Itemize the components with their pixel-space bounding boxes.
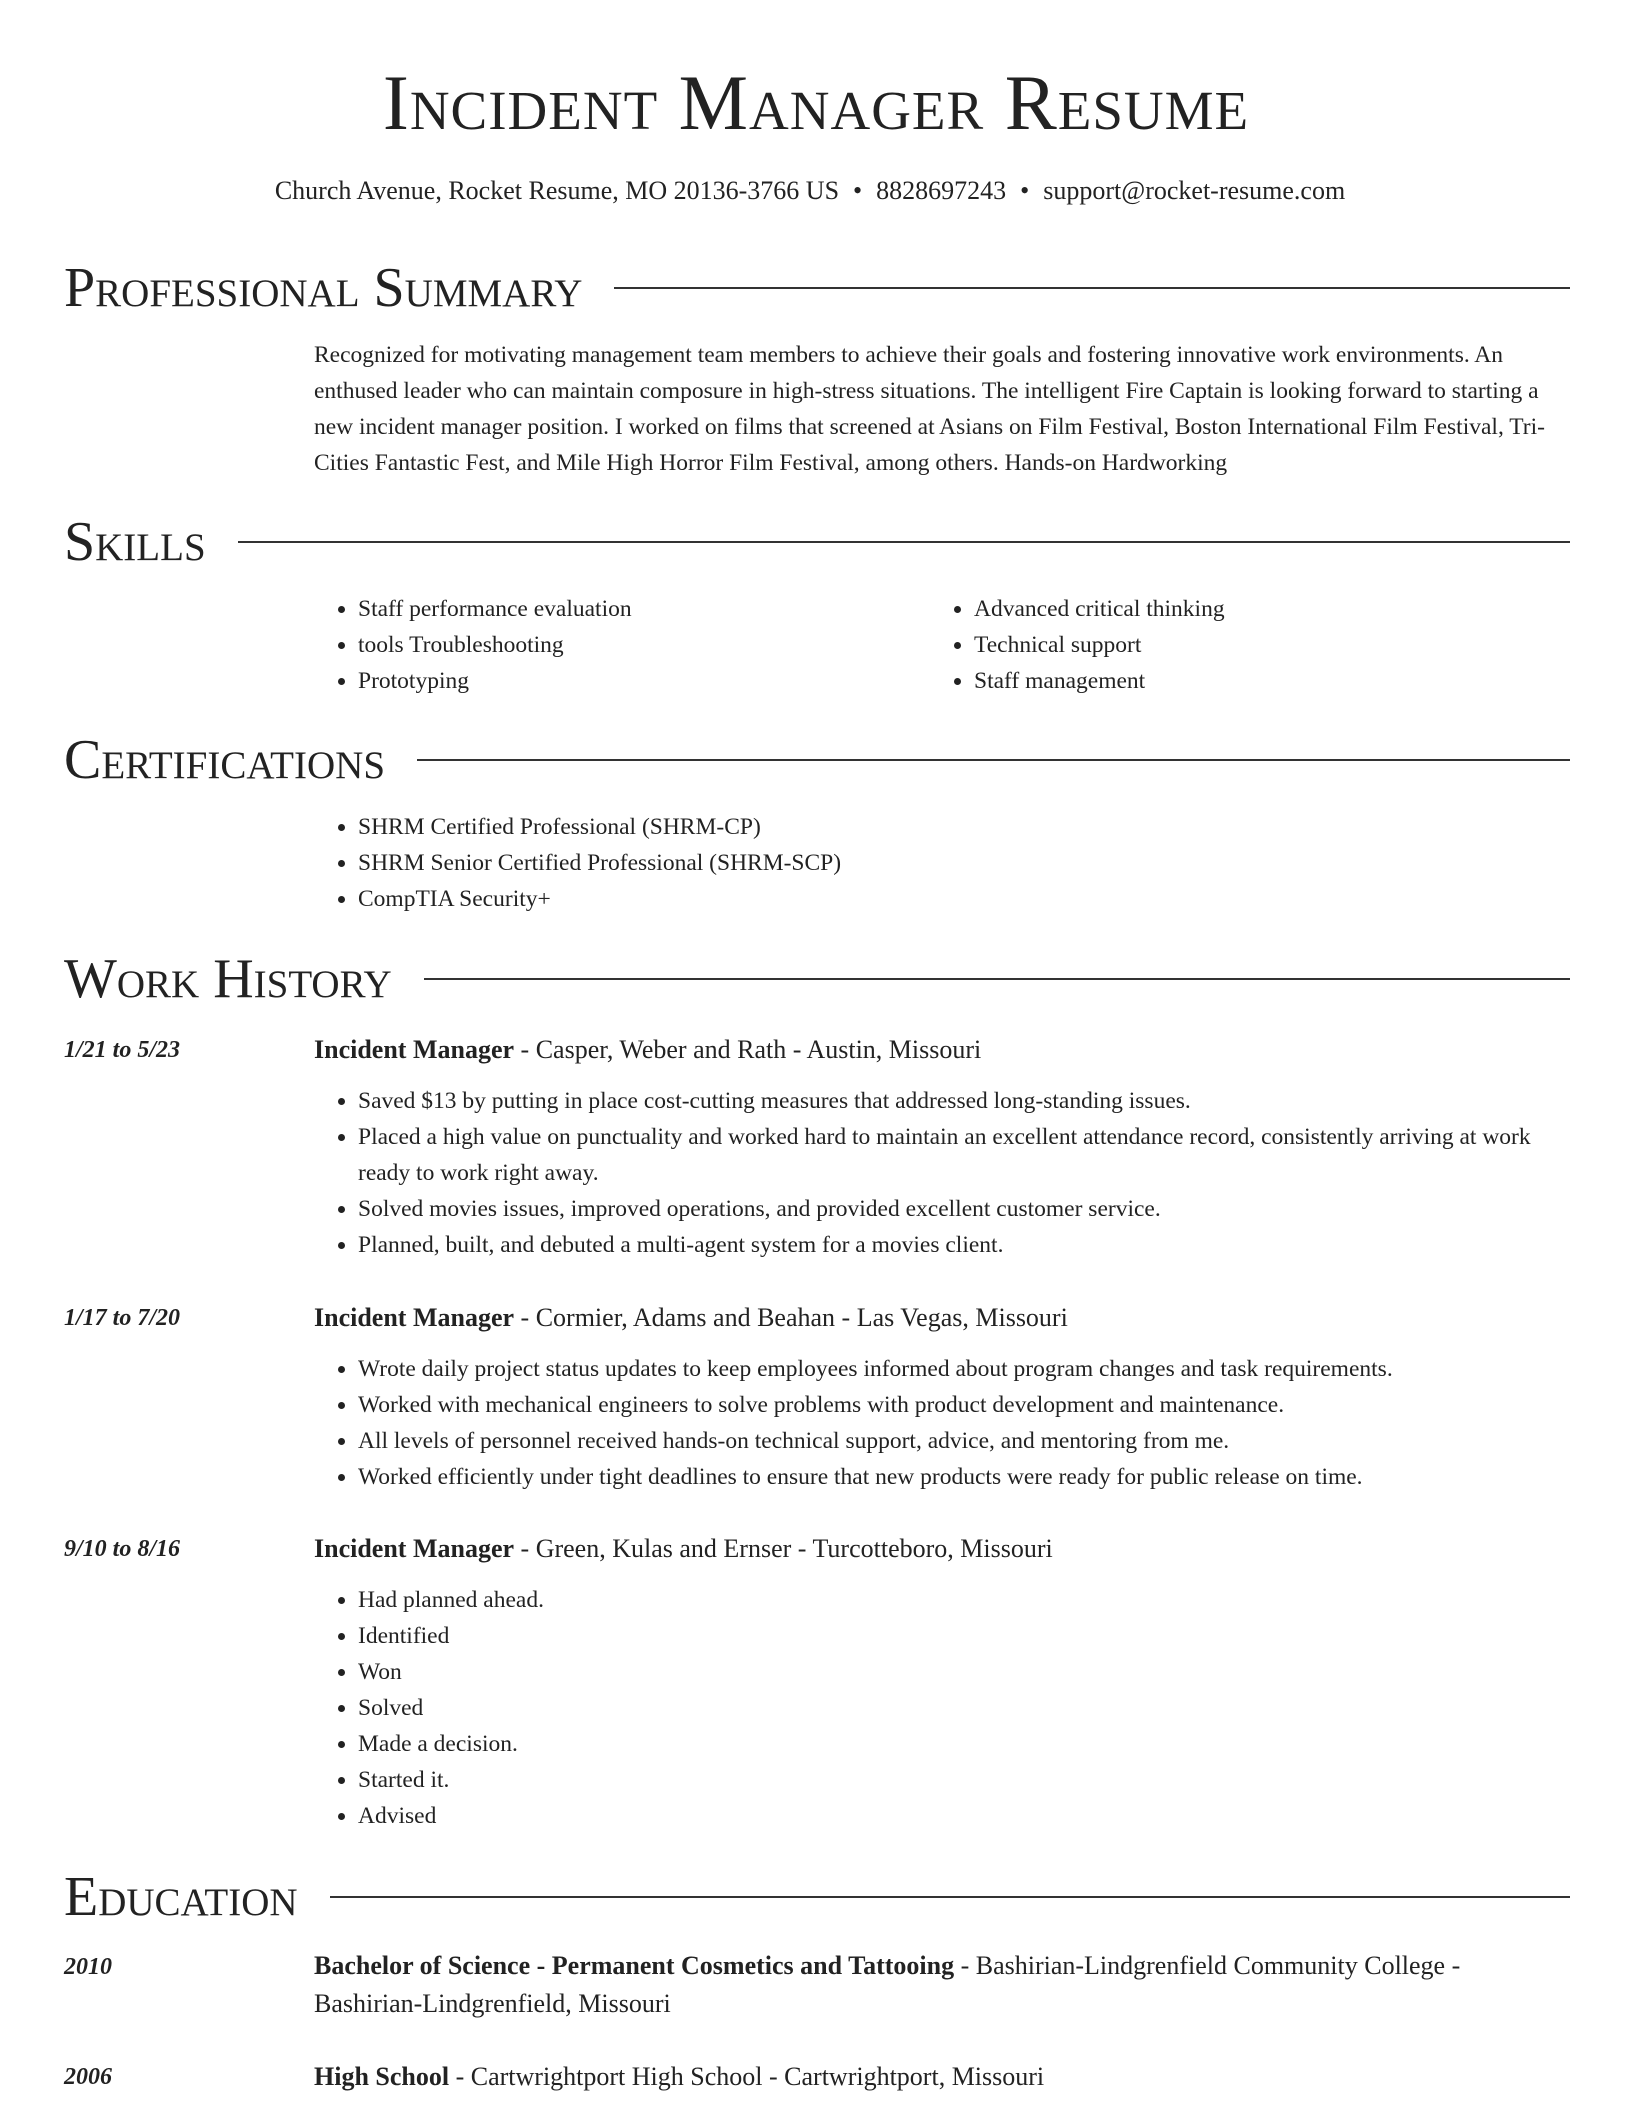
skill-item: • Staff performance evaluation <box>358 591 930 627</box>
skills-column-right <box>930 591 1546 699</box>
certifications-heading: Certifications <box>64 729 386 791</box>
skill-item: • Staff management <box>974 663 1546 699</box>
contact-phone: 8828697243 <box>876 176 1007 205</box>
job-title: Incident Manager <box>314 1035 515 1064</box>
contact-separator: • <box>1020 176 1030 205</box>
job-title: Incident Manager <box>314 1303 515 1332</box>
skills-column-left <box>314 591 930 699</box>
job-bullet: • Made a decision. <box>358 1726 1564 1762</box>
work-heading: Work History <box>64 948 392 1010</box>
job-bullet: • Solved <box>358 1690 1564 1726</box>
skill-item: • Prototyping <box>358 663 930 699</box>
skill-item: • Technical support <box>974 627 1546 663</box>
job-bullet: • Saved $13 by putting in place cost-cutting measures that addressed long-standing issues. <box>358 1083 1564 1119</box>
skills-section-header <box>64 510 1570 574</box>
certification-item: • CompTIA Security+ <box>358 881 1564 917</box>
job-dates: 1/17 to 7/20 <box>64 1305 181 1331</box>
certification-item: • SHRM Certified Professional (SHRM-CP) <box>358 809 1564 845</box>
education-degree: Bachelor of Science - Permanent Cosmetics and Tattooing <box>314 1951 955 1980</box>
skills-heading: Skills <box>64 511 206 573</box>
education-school: - Bashirian-Lindgrenfield Community College - Bashirian-Lindgrenfield, Missouri <box>314 1951 1461 2018</box>
certifications-list <box>314 809 1564 917</box>
job-bullet: • Won <box>358 1654 1564 1690</box>
section-divider <box>417 759 1570 761</box>
skill-item: • Advanced critical thinking <box>974 591 1546 627</box>
education-heading: Education <box>64 1866 298 1928</box>
summary-block <box>314 337 1564 481</box>
education-entry <box>314 1947 1564 2023</box>
job-bullet: • Advised <box>358 1798 1564 1834</box>
job-bullet: • Placed a high value on punctuality and worked hard to maintain an excellent attendance record, consistently arriving at work ready to work right away. <box>358 1119 1564 1191</box>
job-bullet: • Identified <box>358 1618 1564 1654</box>
job-dates: 9/10 to 8/16 <box>64 1536 181 1562</box>
section-divider <box>614 287 1570 289</box>
summary-text: Recognized for motivating management team members to achieve their goals and fostering innovative work environments. An enthused leader who can maintain composure in high-stress situations. The intelligent Fire Captain is looking forward to starting a new incident manager position. I worked on films that screened at Asians on Film Festival, Boston International Film Festival, Tri-Cities Fantastic Fest, and Mile High Horror Film Festival, among others. Hands-on Hardworking <box>314 342 1545 476</box>
job-bullets <box>314 1582 1564 1834</box>
education-degree: High School <box>314 2062 450 2091</box>
job-employer: - Green, Kulas and Ernser - Turcotteboro, Missouri <box>514 1534 1053 1563</box>
job-heading <box>314 1031 1564 1069</box>
job-bullet: • Solved movies issues, improved operations, and provided excellent customer service. <box>358 1191 1564 1227</box>
summary-heading: Professional Summary <box>64 257 583 319</box>
job-dates: 1/21 to 5/23 <box>64 1037 181 1063</box>
section-divider <box>424 978 1570 980</box>
job-bullet: • Worked efficiently under tight deadlines to ensure that new products were ready for public release on time. <box>358 1459 1564 1495</box>
contact-separator: • <box>853 176 863 205</box>
job-employer: - Cormier, Adams and Beahan - Las Vegas, Missouri <box>514 1303 1068 1332</box>
education-year: 2010 <box>64 1954 112 1980</box>
job-heading <box>314 1299 1564 1337</box>
job-bullet: • Started it. <box>358 1762 1564 1798</box>
education-year: 2006 <box>64 2064 112 2090</box>
contact-line <box>0 174 1620 208</box>
certification-item: • SHRM Senior Certified Professional (SHRM-SCP) <box>358 845 1564 881</box>
job-bullet: • Had planned ahead. <box>358 1582 1564 1618</box>
job-title: Incident Manager <box>314 1534 515 1563</box>
job-bullet: • All levels of personnel received hands-on technical support, advice, and mentoring from me. <box>358 1423 1564 1459</box>
education-section-header <box>64 1865 1570 1929</box>
contact-email: support@rocket-resume.com <box>1043 176 1346 205</box>
job-heading <box>314 1530 1564 1568</box>
job-bullet: • Worked with mechanical engineers to solve problems with product development and maintenance. <box>358 1387 1564 1423</box>
education-school: - Cartwrightport High School - Cartwrightport, Missouri <box>449 2062 1045 2091</box>
section-divider <box>238 541 1570 543</box>
job-bullet: • Wrote daily project status updates to keep employees informed about program changes and task requirements. <box>358 1351 1564 1387</box>
job-bullets <box>314 1351 1564 1495</box>
section-divider <box>330 1896 1570 1898</box>
job-bullets <box>314 1083 1564 1263</box>
certifications-section-header <box>64 728 1570 792</box>
job-bullet: • Planned, built, and debuted a multi-agent system for a movies client. <box>358 1227 1564 1263</box>
skill-item: • tools Troubleshooting <box>358 627 930 663</box>
skills-list <box>314 591 1564 699</box>
contact-address: Church Avenue, Rocket Resume, MO 20136-3766 US <box>274 176 840 205</box>
education-entry <box>314 2058 1564 2096</box>
work-section-header <box>64 947 1570 1011</box>
summary-section-header <box>64 256 1570 320</box>
job-employer: - Casper, Weber and Rath - Austin, Missouri <box>514 1035 982 1064</box>
page-title: Incident Manager Resume <box>382 59 1250 146</box>
